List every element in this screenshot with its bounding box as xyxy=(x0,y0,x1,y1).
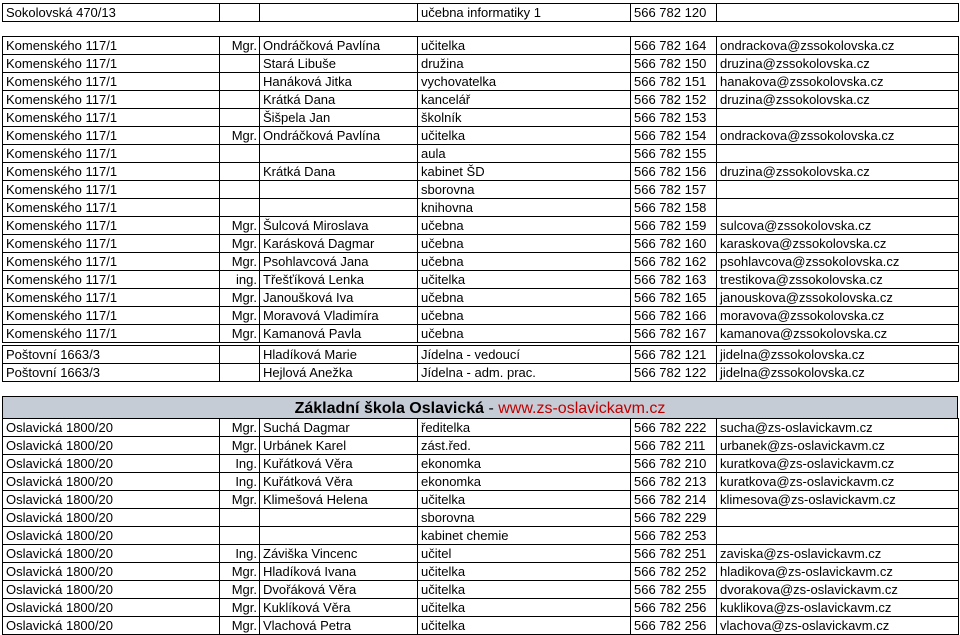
postovni-table-body xyxy=(3,346,959,382)
cell-email[interactable] xyxy=(717,109,959,127)
cell-role: učitelka xyxy=(418,127,631,145)
cell-name: Ondráčková Pavlína xyxy=(260,37,418,55)
cell-address: Komenského 117/1 xyxy=(3,271,220,289)
cell-phone: 566 782 253 xyxy=(631,527,717,545)
cell-phone: 566 782 163 xyxy=(631,271,717,289)
cell-email[interactable]: trestikova@zssokolovska.cz xyxy=(717,271,959,289)
cell-address: Komenského 117/1 xyxy=(3,307,220,325)
table-row xyxy=(3,509,959,527)
school-name: Základní škola Oslavická xyxy=(294,400,485,417)
table-row xyxy=(3,581,959,599)
postovni-table xyxy=(2,345,959,382)
table-row xyxy=(3,325,959,343)
cell-phone: 566 782 158 xyxy=(631,199,717,217)
table-row xyxy=(3,73,959,91)
cell-role: učitel xyxy=(418,545,631,563)
cell-address: Komenského 117/1 xyxy=(3,145,220,163)
table-row xyxy=(3,455,959,473)
cell-address: Komenského 117/1 xyxy=(3,37,220,55)
cell-email[interactable] xyxy=(717,199,959,217)
cell-name xyxy=(260,145,418,163)
table-row xyxy=(3,163,959,181)
cell-role: kabinet ŠD xyxy=(418,163,631,181)
cell-address: Komenského 117/1 xyxy=(3,163,220,181)
cell-role: vychovatelka xyxy=(418,73,631,91)
cell-email[interactable]: klimesova@zs-oslavickavm.cz xyxy=(717,491,959,509)
cell-title: Mgr. xyxy=(220,253,260,271)
cell-address: Komenského 117/1 xyxy=(3,127,220,145)
cell-role: kancelář xyxy=(418,91,631,109)
cell-email[interactable]: sulcova@zssokolovska.cz xyxy=(717,217,959,235)
banner-separator: - xyxy=(484,400,499,417)
cell-name: Vlachová Petra xyxy=(260,617,418,635)
cell-title xyxy=(220,73,260,91)
table-row xyxy=(3,91,959,109)
cell-email[interactable]: dvorakova@zs-oslavickavm.cz xyxy=(717,581,959,599)
cell-address: Komenského 117/1 xyxy=(3,199,220,217)
cell-email[interactable]: kuklikova@zs-oslavickavm.cz xyxy=(717,599,959,617)
cell-email[interactable]: psohlavcova@zssokolovska.cz xyxy=(717,253,959,271)
table-row xyxy=(3,599,959,617)
cell-role: družina xyxy=(418,55,631,73)
cell-name: Klimešová Helena xyxy=(260,491,418,509)
table-row xyxy=(3,253,959,271)
cell-address: Komenského 117/1 xyxy=(3,109,220,127)
cell-email[interactable]: urbanek@zs-oslavickavm.cz xyxy=(717,437,959,455)
cell-name xyxy=(260,199,418,217)
komenskeho-table xyxy=(2,36,959,343)
cell-email[interactable]: moravova@zssokolovska.cz xyxy=(717,307,959,325)
cell-role: učebna xyxy=(418,235,631,253)
cell-title: Mgr. xyxy=(220,127,260,145)
cell-role: knihovna xyxy=(418,199,631,217)
cell-name: Třešťíková Lenka xyxy=(260,271,418,289)
cell-email[interactable]: hanakova@zssokolovska.cz xyxy=(717,73,959,91)
school-banner xyxy=(2,396,958,419)
cell-address: Komenského 117/1 xyxy=(3,289,220,307)
cell-role: učitelka xyxy=(418,581,631,599)
cell-name: Šulcová Miroslava xyxy=(260,217,418,235)
cell-title: Mgr. xyxy=(220,325,260,343)
cell-title: Mgr. xyxy=(220,599,260,617)
table-row xyxy=(3,545,959,563)
cell-phone: 566 782 166 xyxy=(631,307,717,325)
cell-address: Oslavická 1800/20 xyxy=(3,473,220,491)
cell-title: ing. xyxy=(220,271,260,289)
cell-email[interactable]: ondrackova@zssokolovska.cz xyxy=(717,37,959,55)
cell-phone: 566 782 160 xyxy=(631,235,717,253)
cell-name: Suchá Dagmar xyxy=(260,419,418,437)
cell-title: Ing. xyxy=(220,473,260,491)
cell-address: Komenského 117/1 xyxy=(3,235,220,253)
cell-title xyxy=(220,91,260,109)
cell-role: učitelka xyxy=(418,37,631,55)
cell-email[interactable]: druzina@zssokolovska.cz xyxy=(717,163,959,181)
cell-name: Hladíková Ivana xyxy=(260,563,418,581)
cell-address: Oslavická 1800/20 xyxy=(3,563,220,581)
oslavicka-table xyxy=(2,418,959,635)
cell-name xyxy=(260,509,418,527)
cell-title xyxy=(220,55,260,73)
cell-role: sborovna xyxy=(418,181,631,199)
table-row xyxy=(3,289,959,307)
cell-address: Komenského 117/1 xyxy=(3,253,220,271)
cell-address: Komenského 117/1 xyxy=(3,73,220,91)
cell-address: Oslavická 1800/20 xyxy=(3,437,220,455)
cell-name: Záviška Vincenc xyxy=(260,545,418,563)
cell-email[interactable]: druzina@zssokolovska.cz xyxy=(717,55,959,73)
cell-title: Mgr. xyxy=(220,217,260,235)
cell-name: Hladíková Marie xyxy=(260,346,418,364)
table-row xyxy=(3,346,959,364)
cell-address: Poštovní 1663/3 xyxy=(3,364,220,382)
cell-phone: 566 782 159 xyxy=(631,217,717,235)
cell-email[interactable]: kuratkova@zs-oslavickavm.cz xyxy=(717,455,959,473)
table-row xyxy=(3,419,959,437)
cell-email[interactable]: karaskova@zssokolovska.cz xyxy=(717,235,959,253)
cell-name xyxy=(260,527,418,545)
cell-title: Mgr. xyxy=(220,289,260,307)
cell-phone: 566 782 222 xyxy=(631,419,717,437)
cell-phone: 566 782 157 xyxy=(631,181,717,199)
cell-phone: 566 782 167 xyxy=(631,325,717,343)
cell-phone: 566 782 151 xyxy=(631,73,717,91)
cell-name: Psohlavcová Jana xyxy=(260,253,418,271)
cell-role: Jídelna - adm. prac. xyxy=(418,364,631,382)
cell-email[interactable] xyxy=(717,145,959,163)
cell-email[interactable] xyxy=(717,181,959,199)
table-row xyxy=(3,4,959,22)
cell-email[interactable]: hladikova@zs-oslavickavm.cz xyxy=(717,563,959,581)
cell-phone: 566 782 256 xyxy=(631,599,717,617)
cell-email[interactable] xyxy=(717,527,959,545)
cell-title xyxy=(220,509,260,527)
cell-name: Kuřátková Věra xyxy=(260,455,418,473)
cell-email[interactable]: jidelna@zssokolovska.cz xyxy=(717,364,959,382)
komenskeho-table-body xyxy=(3,37,959,343)
cell-address: Sokolovská 470/13 xyxy=(3,4,220,22)
cell-address: Komenského 117/1 xyxy=(3,325,220,343)
cell-role: učitelka xyxy=(418,271,631,289)
cell-name: Krátká Dana xyxy=(260,163,418,181)
cell-role: ekonomka xyxy=(418,455,631,473)
cell-title: Mgr. xyxy=(220,491,260,509)
top-table-body xyxy=(3,4,959,22)
cell-title: Mgr. xyxy=(220,563,260,581)
cell-email[interactable]: vlachova@zs-oslavickavm.cz xyxy=(717,617,959,635)
cell-title: Mgr. xyxy=(220,235,260,253)
cell-name: Ondráčková Pavlína xyxy=(260,127,418,145)
cell-phone: 566 782 256 xyxy=(631,617,717,635)
cell-role: aula xyxy=(418,145,631,163)
cell-email[interactable]: janouskova@zssokolovska.cz xyxy=(717,289,959,307)
cell-name xyxy=(260,181,418,199)
cell-address: Oslavická 1800/20 xyxy=(3,527,220,545)
cell-name: Šišpela Jan xyxy=(260,109,418,127)
cell-address: Oslavická 1800/20 xyxy=(3,491,220,509)
cell-address: Poštovní 1663/3 xyxy=(3,346,220,364)
table-row xyxy=(3,235,959,253)
cell-title: Mgr. xyxy=(220,617,260,635)
cell-role: učebna xyxy=(418,325,631,343)
table-row xyxy=(3,364,959,382)
cell-email[interactable] xyxy=(717,4,959,22)
cell-name: Hanáková Jitka xyxy=(260,73,418,91)
cell-name: Moravová Vladimíra xyxy=(260,307,418,325)
cell-title: Mgr. xyxy=(220,437,260,455)
cell-phone: 566 782 153 xyxy=(631,109,717,127)
cell-address: Oslavická 1800/20 xyxy=(3,419,220,437)
cell-phone: 566 782 251 xyxy=(631,545,717,563)
table-row xyxy=(3,145,959,163)
cell-title: Ing. xyxy=(220,545,260,563)
cell-phone: 566 782 150 xyxy=(631,55,717,73)
cell-email[interactable]: druzina@zssokolovska.cz xyxy=(717,91,959,109)
table-row xyxy=(3,307,959,325)
cell-phone: 566 782 214 xyxy=(631,491,717,509)
cell-email[interactable]: sucha@zs-oslavickavm.cz xyxy=(717,419,959,437)
cell-address: Komenského 117/1 xyxy=(3,55,220,73)
cell-title xyxy=(220,145,260,163)
cell-address: Oslavická 1800/20 xyxy=(3,455,220,473)
cell-address: Komenského 117/1 xyxy=(3,181,220,199)
cell-role: sborovna xyxy=(418,509,631,527)
cell-name: Urbánek Karel xyxy=(260,437,418,455)
cell-phone: 566 782 252 xyxy=(631,563,717,581)
cell-name: Dvořáková Věra xyxy=(260,581,418,599)
table-row xyxy=(3,437,959,455)
cell-title xyxy=(220,4,260,22)
table-row xyxy=(3,199,959,217)
table-row xyxy=(3,491,959,509)
table-row xyxy=(3,55,959,73)
cell-role: ekonomka xyxy=(418,473,631,491)
cell-address: Komenského 117/1 xyxy=(3,217,220,235)
cell-phone: 566 782 165 xyxy=(631,289,717,307)
cell-name: Janoušková Iva xyxy=(260,289,418,307)
cell-name: Karásková Dagmar xyxy=(260,235,418,253)
cell-title xyxy=(220,364,260,382)
cell-role: školník xyxy=(418,109,631,127)
cell-name: Hejlová Anežka xyxy=(260,364,418,382)
cell-title: Ing. xyxy=(220,455,260,473)
cell-role: učebna xyxy=(418,289,631,307)
cell-phone: 566 782 120 xyxy=(631,4,717,22)
cell-role: učebna xyxy=(418,307,631,325)
cell-title xyxy=(220,199,260,217)
cell-address: Komenského 117/1 xyxy=(3,91,220,109)
cell-role: učebna xyxy=(418,217,631,235)
cell-phone: 566 782 255 xyxy=(631,581,717,599)
top-table xyxy=(2,3,959,22)
cell-role: učebna informatiky 1 xyxy=(418,4,631,22)
cell-title xyxy=(220,181,260,199)
cell-phone: 566 782 121 xyxy=(631,346,717,364)
cell-email[interactable]: kamanova@zssokolovska.cz xyxy=(717,325,959,343)
table-row xyxy=(3,617,959,635)
cell-title xyxy=(220,163,260,181)
cell-title: Mgr. xyxy=(220,37,260,55)
cell-phone: 566 782 156 xyxy=(631,163,717,181)
cell-role: Jídelna - vedoucí xyxy=(418,346,631,364)
cell-phone: 566 782 155 xyxy=(631,145,717,163)
table-row xyxy=(3,271,959,289)
cell-email[interactable] xyxy=(717,509,959,527)
cell-title xyxy=(220,109,260,127)
cell-role: kabinet chemie xyxy=(418,527,631,545)
cell-name: Kuřátková Věra xyxy=(260,473,418,491)
table-row xyxy=(3,473,959,491)
cell-name: Kamanová Pavla xyxy=(260,325,418,343)
cell-phone: 566 782 211 xyxy=(631,437,717,455)
cell-name: Krátká Dana xyxy=(260,91,418,109)
cell-phone: 566 782 154 xyxy=(631,127,717,145)
cell-email[interactable]: kuratkova@zs-oslavickavm.cz xyxy=(717,473,959,491)
cell-address: Oslavická 1800/20 xyxy=(3,599,220,617)
cell-phone: 566 782 229 xyxy=(631,509,717,527)
school-website-link[interactable]: www.zs-oslavickavm.cz xyxy=(498,400,666,417)
cell-title: Mgr. xyxy=(220,581,260,599)
cell-email[interactable]: zaviska@zs-oslavickavm.cz xyxy=(717,545,959,563)
cell-role: učitelka xyxy=(418,617,631,635)
cell-email[interactable]: jidelna@zssokolovska.cz xyxy=(717,346,959,364)
oslavicka-table-body xyxy=(3,419,959,635)
cell-phone: 566 782 122 xyxy=(631,364,717,382)
cell-phone: 566 782 162 xyxy=(631,253,717,271)
table-row xyxy=(3,217,959,235)
cell-name: Kuklíková Věra xyxy=(260,599,418,617)
cell-title: Mgr. xyxy=(220,419,260,437)
table-row xyxy=(3,127,959,145)
table-row xyxy=(3,563,959,581)
cell-name xyxy=(260,4,418,22)
cell-address: Oslavická 1800/20 xyxy=(3,581,220,599)
cell-title xyxy=(220,346,260,364)
table-row xyxy=(3,181,959,199)
cell-title: Mgr. xyxy=(220,307,260,325)
cell-role: učitelka xyxy=(418,563,631,581)
cell-address: Oslavická 1800/20 xyxy=(3,509,220,527)
cell-phone: 566 782 210 xyxy=(631,455,717,473)
cell-role: ředitelka xyxy=(418,419,631,437)
cell-phone: 566 782 164 xyxy=(631,37,717,55)
cell-email[interactable]: ondrackova@zssokolovska.cz xyxy=(717,127,959,145)
table-row xyxy=(3,37,959,55)
cell-name: Stará Libuše xyxy=(260,55,418,73)
cell-role: učebna xyxy=(418,253,631,271)
table-row xyxy=(3,109,959,127)
cell-address: Oslavická 1800/20 xyxy=(3,545,220,563)
cell-role: učitelka xyxy=(418,491,631,509)
cell-role: učitelka xyxy=(418,599,631,617)
cell-title xyxy=(220,527,260,545)
cell-role: zást.řed. xyxy=(418,437,631,455)
cell-phone: 566 782 152 xyxy=(631,91,717,109)
cell-phone: 566 782 213 xyxy=(631,473,717,491)
table-row xyxy=(3,527,959,545)
cell-address: Oslavická 1800/20 xyxy=(3,617,220,635)
